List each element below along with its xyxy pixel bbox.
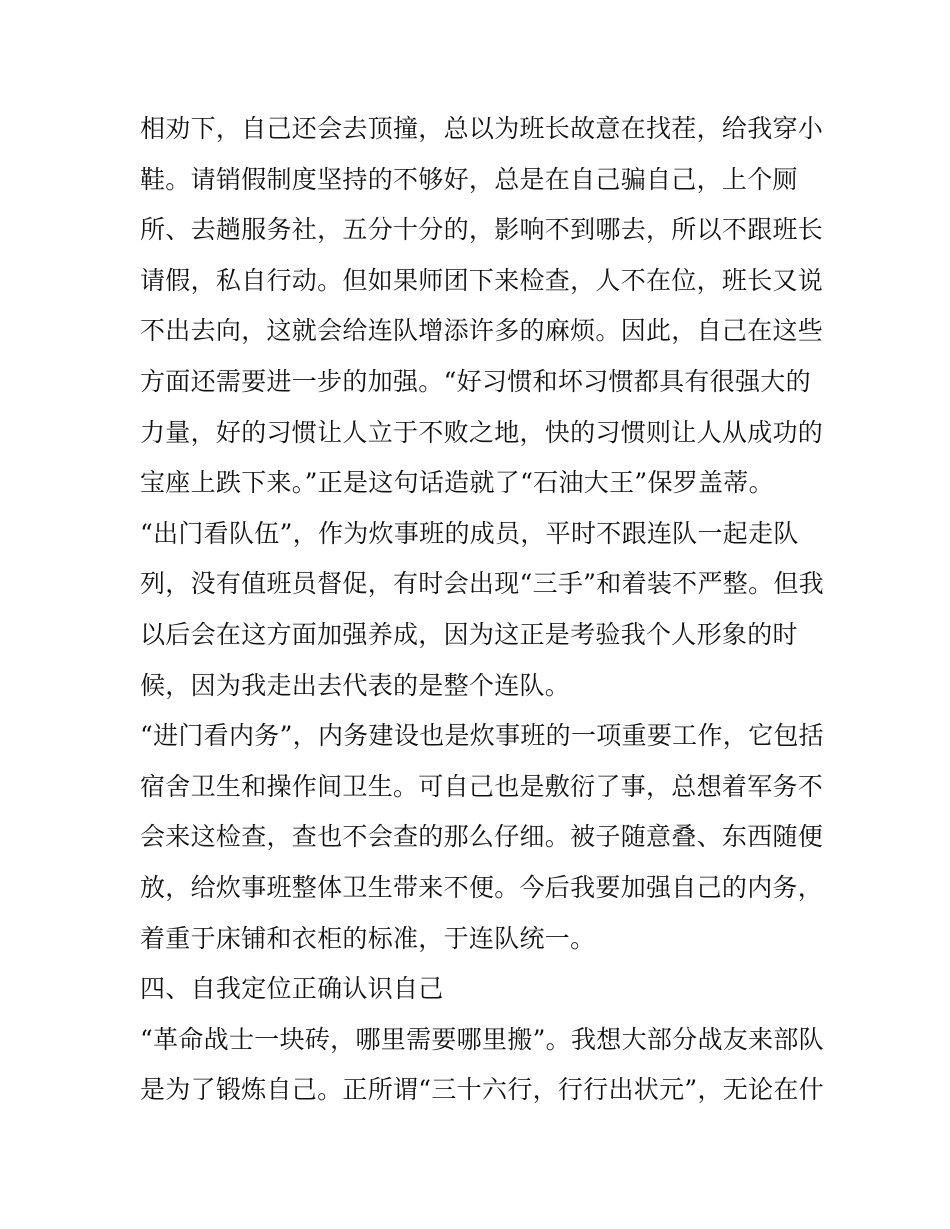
document-body-text bbox=[140, 104, 824, 1116]
text-line: 宿舍卫生和操作间卫生。可自己也是敷衍了事，总想着军务不 bbox=[140, 771, 824, 801]
text-line: 所、去趟服务社，五分十分的，影响不到哪去，所以不跟班长 bbox=[140, 215, 824, 245]
text-line: 请假，私自行动。但如果师团下来检查，人不在位，班长又说 bbox=[140, 265, 824, 295]
text-line: 方面还需要进一步的加强。“好习惯和坏习惯都具有很强大的 bbox=[140, 366, 811, 396]
text-line: “出门看队伍”，作为炊事班的成员，平时不跟连队一起走队 bbox=[140, 518, 799, 548]
text-line: 会来这检查，查也不会查的那么仔细。被子随意叠、东西随便 bbox=[140, 822, 824, 852]
text-line: 不出去向，这就会给连队增添许多的麻烦。因此，自己在这些 bbox=[140, 316, 824, 346]
text-line: 着重于床铺和衣柜的标准，于连队统一。 bbox=[140, 923, 596, 953]
text-line: 鞋。请销假制度坚持的不够好，总是在自己骗自己，上个厕 bbox=[140, 164, 798, 194]
text-line: 相劝下，自己还会去顶撞，总以为班长故意在找茬，给我穿小 bbox=[140, 114, 824, 143]
text-line: 列，没有值班员督促，有时会出现“三手”和着装不严整。但我 bbox=[140, 569, 824, 599]
text-line: “进门看内务”，内务建设也是炊事班的一项重要工作，它包括 bbox=[140, 721, 824, 751]
section-heading: 四、自我定位正确认识自己 bbox=[140, 974, 444, 1004]
text-line: 以后会在这方面加强养成，因为这正是考验我个人形象的时 bbox=[140, 619, 798, 649]
text-line: 宝座上跌下来。”正是这句话造就了“石油大王”保罗盖蒂。 bbox=[140, 468, 774, 498]
text-line: 力量，好的习惯让人立于不败之地，快的习惯则让人从成功的 bbox=[140, 417, 824, 447]
text-line: 是为了锻炼自己。正所谓“三十六行，行行出状元”，无论在什 bbox=[140, 1075, 824, 1105]
text-line: “革命战士一块砖，哪里需要哪里搬”。我想大部分战友来部队 bbox=[140, 1024, 824, 1054]
text-line: 放，给炊事班整体卫生带来不便。今后我要加强自己的内务， bbox=[140, 872, 824, 902]
text-line: 候，因为我走出去代表的是整个连队。 bbox=[140, 670, 571, 700]
